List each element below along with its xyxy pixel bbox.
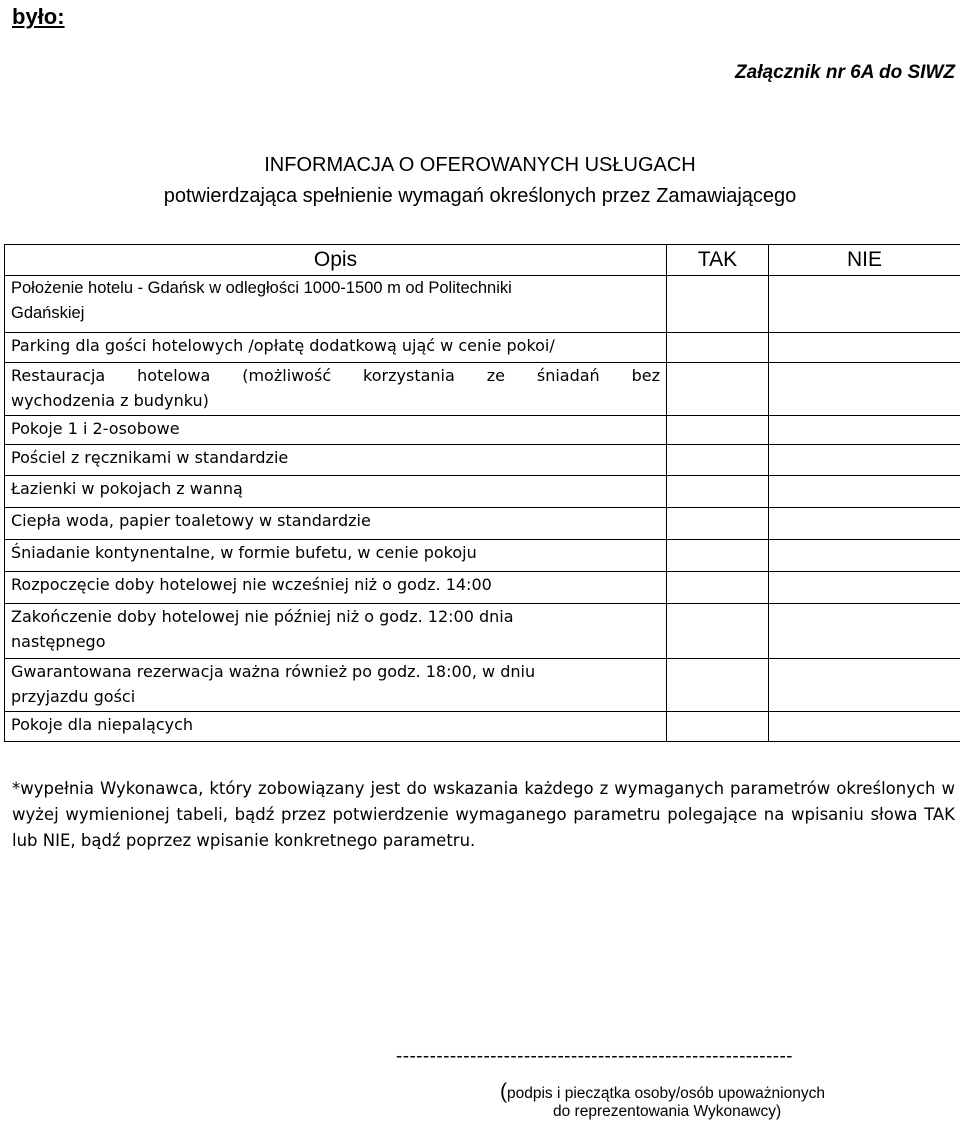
tak-cell[interactable] [667, 540, 769, 572]
tak-cell[interactable] [667, 416, 769, 445]
row-description [5, 508, 667, 540]
tak-cell[interactable] [667, 604, 769, 659]
tak-cell[interactable] [667, 712, 769, 742]
column-header-tak: TAK [667, 245, 769, 276]
nie-cell[interactable] [769, 508, 960, 540]
row-description-line: Łazienki w pokojach z wanną [11, 479, 243, 498]
row-description-line: Gwarantowana rezerwacja ważna również po godz. 18:00, w dniu [11, 662, 536, 681]
tak-cell[interactable] [667, 276, 769, 333]
signature-caption-line1 [500, 1080, 825, 1104]
nie-cell[interactable] [769, 445, 960, 476]
row-description-line: Pokoje dla niepalących [11, 715, 194, 734]
table-header-row [5, 245, 960, 276]
table-row [5, 476, 960, 508]
nie-cell[interactable] [769, 416, 960, 445]
table-row [5, 572, 960, 604]
table-row [5, 445, 960, 476]
row-description [5, 363, 667, 416]
row-description [5, 659, 667, 712]
row-description-line: następnego [11, 632, 106, 651]
row-description [5, 333, 667, 363]
row-description [5, 416, 667, 445]
row-description-line: Rozpoczęcie doby hotelowej nie wcześniej niż o godz. 14:00 [11, 575, 492, 594]
nie-cell[interactable] [769, 476, 960, 508]
table-row [5, 333, 960, 363]
row-description [5, 476, 667, 508]
tak-cell[interactable] [667, 572, 769, 604]
signature-line: ----------------------------------------------------------- [396, 1046, 793, 1067]
tak-cell[interactable] [667, 476, 769, 508]
nie-cell[interactable] [769, 604, 960, 659]
tak-cell[interactable] [667, 363, 769, 416]
nie-cell[interactable] [769, 659, 960, 712]
bylo-label: było: [12, 4, 65, 29]
table-row [5, 508, 960, 540]
row-description-line: Parking dla gości hotelowych /opłatę dodatkową ująć w cenie pokoi/ [11, 336, 555, 355]
row-description-line: Śniadanie kontynentalne, w formie bufetu, w cenie pokoju [11, 543, 477, 562]
row-description-line: wychodzenia z budynku) [11, 391, 209, 410]
signature-caption-text: podpis i pieczątka osoby/osób upoważnionych [507, 1085, 825, 1102]
column-header-nie: NIE [769, 245, 960, 276]
table-row [5, 540, 960, 572]
tak-cell[interactable] [667, 659, 769, 712]
row-description-line: Restauracja hotelowa (możliwość korzystania ze śniadań bez [11, 366, 660, 385]
nie-cell[interactable] [769, 333, 960, 363]
tak-cell[interactable] [667, 508, 769, 540]
row-description [5, 572, 667, 604]
row-description-line: Ciepła woda, papier toaletowy w standardzie [11, 511, 371, 530]
tak-cell[interactable] [667, 445, 769, 476]
row-description-line: Pościel z ręcznikami w standardzie [11, 448, 289, 467]
services-table [4, 244, 960, 742]
footnote: *wypełnia Wykonawca, który zobowiązany jest do wskazania każdego z wymaganych parametrów określonych w wyżej wymienionej tabeli, bądź przez potwierdzenie wymaganego parametru polegające na wpisaniu słowa TAK lub NIE, bądź poprzez wpisanie konkretnego parametru. [12, 779, 955, 850]
row-description [5, 712, 667, 742]
nie-cell[interactable] [769, 540, 960, 572]
signature-caption-line2: do reprezentowania Wykonawcy) [553, 1103, 782, 1120]
row-description [5, 276, 667, 333]
table-row [5, 604, 960, 659]
table-row [5, 659, 960, 712]
column-header-opis: Opis [5, 245, 667, 276]
row-description-line: przyjazdu gości [11, 687, 136, 706]
row-description [5, 604, 667, 659]
nie-cell[interactable] [769, 276, 960, 333]
row-description [5, 540, 667, 572]
attachment-label: Załącznik nr 6A do SIWZ [735, 62, 955, 83]
row-description [5, 445, 667, 476]
row-description-line: Gdańskiej [11, 304, 85, 322]
paren-open: ( [500, 1080, 507, 1103]
nie-cell[interactable] [769, 363, 960, 416]
document-subtitle: potwierdzająca spełnienie wymagań określonych przez Zamawiającego [163, 185, 797, 207]
table-row [5, 416, 960, 445]
row-description-line: Zakończenie doby hotelowej nie później niż o godz. 12:00 dnia [11, 607, 514, 626]
table-row [5, 276, 960, 333]
tak-cell[interactable] [667, 333, 769, 363]
document-title: INFORMACJA O OFEROWANYCH USŁUGACH [264, 154, 696, 176]
table-row [5, 363, 960, 416]
table-row [5, 712, 960, 742]
row-description-line: Położenie hotelu - Gdańsk w odległości 1000-1500 m od Politechniki [11, 279, 512, 297]
nie-cell[interactable] [769, 572, 960, 604]
nie-cell[interactable] [769, 712, 960, 742]
row-description-line: Pokoje 1 i 2-osobowe [11, 419, 180, 438]
